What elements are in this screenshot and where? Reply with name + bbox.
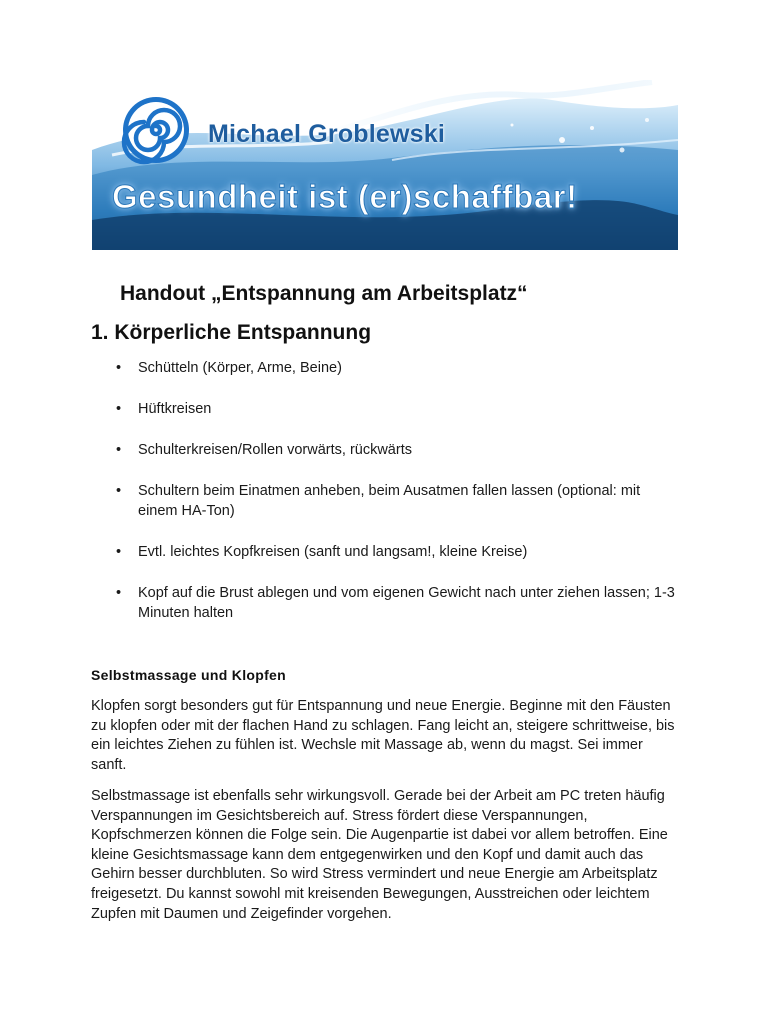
document-title: Handout „Entspannung am Arbeitsplatz“ [120,282,528,305]
exercise-list [138,358,678,644]
list-item: • Evtl. leichtes Kopfkreisen (sanft und langsam!, kleine Kreise) [138,542,678,562]
list-item: • Hüftkreisen [138,399,678,419]
paragraph-selbstmassage: Selbstmassage ist ebenfalls sehr wirkungsvoll. Gerade bei der Arbeit am PC treten häufig Verspannungen im Gesichtsbereich auf. Stress fördert diese Verspannungen, Kopfschmerzen können die Folge sein. Die Augenpartie ist dabei vor allem betroffen. Eine kleine Gesichtsmassage kann dem entgegenwirken und den Kopf und damit auch das Gehirn besser durchbluten. So wird Stress vermindert und neue Energie am Arbeitsplatz freigesetzt. Du kannst sowohl mit kreisenden Bewegungen, Ausstreichen oder leichtem Zupfen mit Daumen und Zeigefinder vorgehen. [91,788,668,922]
list-item: • Schulterkreisen/Rollen vorwärts, rückwärts [138,440,678,460]
subheading: Selbstmassage und Klopfen [91,667,286,683]
list-item: • Kopf auf die Brust ablegen und vom eigenen Gewicht nach unter ziehen lassen; 1-3 Minuten halten [138,583,678,623]
brand-tagline: Gesundheit ist (er)schaffbar! [112,178,578,215]
paragraph-klopfen: Klopfen sorgt besonders gut für Entspannung und neue Energie. Beginne mit den Fäusten zu klopfen oder mit der flachen Hand zu schlagen. Fang leicht an, steigere schrittweise, bis ein leichtes Ziehen zu fühlen ist. Wechsle mit Massage ab, wenn du magst. Sei immer sanft. [91,698,675,773]
list-item: • Schultern beim Einatmen anheben, beim Ausatmen fallen lassen (optional: mit einem HA-Ton) [138,481,678,521]
spiral-icon [123,97,189,163]
list-item: • Schütteln (Körper, Arme, Beine) [138,358,678,378]
header-banner [92,80,678,250]
brand-name: Michael Groblewski [208,120,446,148]
water-splash-graphic [92,80,678,250]
section-heading: 1. Körperliche Entspannung [91,321,372,344]
